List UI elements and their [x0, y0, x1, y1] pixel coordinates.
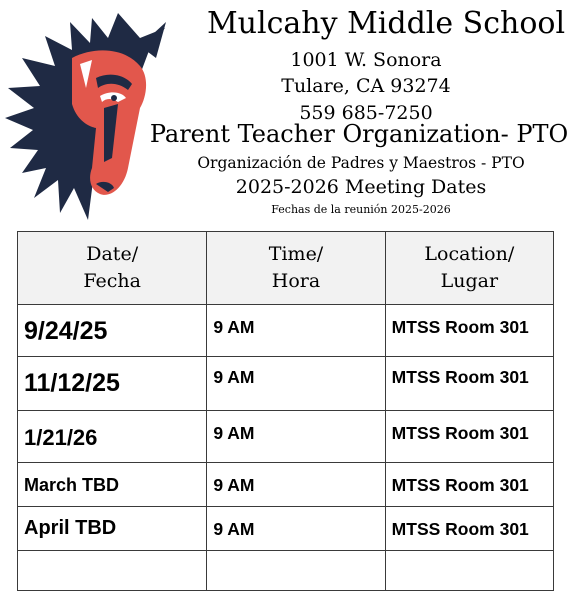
phone-number: 559 685-7250: [299, 102, 433, 124]
address-line2: Tulare, CA 93274: [281, 75, 451, 97]
time-cell: 9 AM: [207, 507, 385, 551]
date-cell: April TBD: [18, 507, 207, 551]
location-cell: MTSS Room 301: [385, 305, 553, 357]
time-cell: 9 AM: [207, 305, 385, 357]
time-cell: 9 AM: [207, 357, 385, 411]
date-cell: 1/21/26: [18, 411, 207, 463]
table-row: [18, 463, 554, 507]
date-cell: [18, 551, 207, 591]
date-cell: March TBD: [18, 463, 207, 507]
table-row: [18, 507, 554, 551]
time-cell: 9 AM: [207, 411, 385, 463]
header-location: [385, 232, 553, 305]
time-cell: [207, 551, 385, 591]
location-cell: MTSS Room 301: [385, 463, 553, 507]
location-cell: MTSS Room 301: [385, 411, 553, 463]
location-cell: MTSS Room 301: [385, 507, 553, 551]
org-name: Parent Teacher Organization- PTO: [149, 120, 569, 148]
header-location-es: Lugar: [440, 270, 499, 292]
org-name-es: Organización de Padres y Maestros - PTO: [197, 154, 525, 172]
date-cell: 11/12/25: [18, 357, 207, 411]
dates-title-es: Fechas de la reunión 2025-2026: [271, 203, 451, 216]
table-header-row: [18, 232, 554, 305]
table-row: [18, 305, 554, 357]
meeting-dates-table: [17, 231, 554, 591]
mustang-head-logo: [0, 8, 175, 223]
school-name: Mulcahy Middle School: [206, 6, 566, 41]
table-row: [18, 357, 554, 411]
header-time: [207, 232, 385, 305]
table-row: [18, 411, 554, 463]
dates-title: 2025-2026 Meeting Dates: [235, 176, 487, 198]
header-location-en: Location/: [424, 243, 515, 265]
header-date-en: Date/: [86, 243, 139, 265]
table-row: [18, 551, 554, 591]
time-cell: 9 AM: [207, 463, 385, 507]
header-time-en: Time/: [268, 243, 324, 265]
location-cell: [385, 551, 553, 591]
address-line1: 1001 W. Sonora: [290, 49, 442, 71]
date-cell: 9/24/25: [18, 305, 207, 357]
location-cell: MTSS Room 301: [385, 357, 553, 411]
header-date: [18, 232, 207, 305]
header-date-es: Fecha: [83, 270, 141, 292]
header-time-es: Hora: [271, 270, 321, 292]
